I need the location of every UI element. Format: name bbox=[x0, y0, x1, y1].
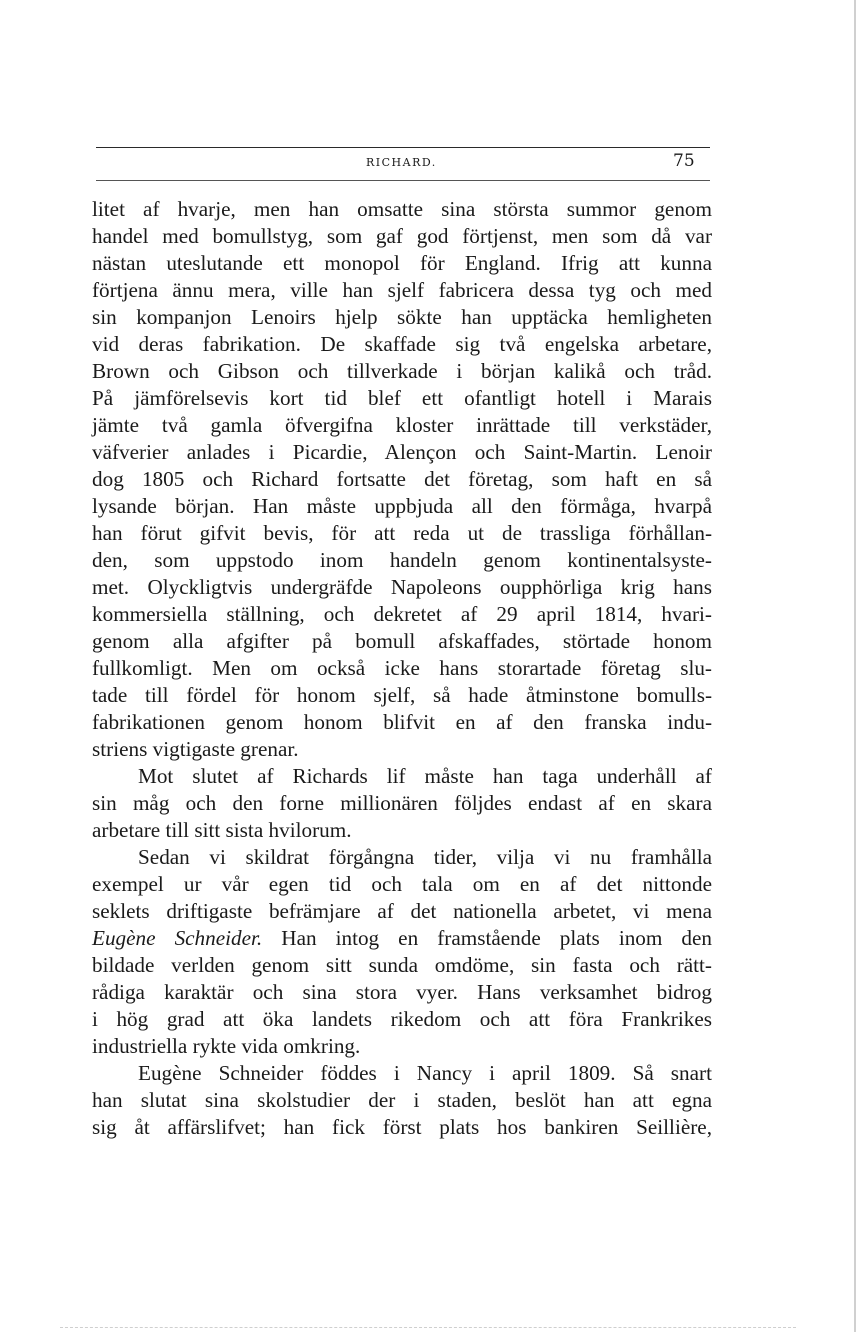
paragraph-4 bbox=[92, 1060, 712, 1141]
text-line: genom alla afgifter på bomull afskaffades, störtade honom bbox=[92, 629, 712, 653]
text-line: sig åt affärslifvet; han fick först plats hos bankiren Seillière, bbox=[92, 1115, 712, 1139]
text-line: Eugène Schneider föddes i Nancy i april 1809. Så snart bbox=[138, 1061, 712, 1085]
paragraph-1 bbox=[92, 196, 712, 763]
text-line: sin kompanjon Lenoirs hjelp sökte han upptäcka hemligheten bbox=[92, 305, 712, 329]
header-rule-top bbox=[96, 147, 710, 148]
page-edge-bottom bbox=[60, 1327, 796, 1329]
text-line: den, som uppstodo inom handeln genom kontinentalsyste- bbox=[92, 548, 712, 572]
text-line bbox=[92, 925, 712, 952]
text-line: han förut gifvit bevis, för att reda ut de trassliga förhållan- bbox=[92, 521, 712, 545]
text-line: tade till fördel för honom sjelf, så hade åtminstone bomulls- bbox=[92, 683, 712, 707]
text-line: nästan uteslutande ett monopol för England. Ifrig att kunna bbox=[92, 251, 712, 275]
text-line: seklets driftigaste befrämjare af det nationella arbetet, vi mena bbox=[92, 899, 712, 923]
text-line: dog 1805 och Richard fortsatte det företag, som haft en så bbox=[92, 467, 712, 491]
text-line: lysande början. Han måste uppbjuda all den förmåga, hvarpå bbox=[92, 494, 712, 518]
text-line: kommersiella ställning, och dekretet af 29 april 1814, hvari- bbox=[92, 602, 712, 626]
text-line: Sedan vi skildrat förgångna tider, vilja vi nu framhålla bbox=[138, 845, 712, 869]
text-fragment: Han intog en framstående plats inom den bbox=[262, 926, 712, 950]
text-line: han slutat sina skolstudier der i staden, beslöt han att egna bbox=[92, 1088, 712, 1112]
italic-name: Eugène Schneider. bbox=[92, 926, 263, 950]
text-line: met. Olyckligtvis undergräfde Napoleons oupphörliga krig hans bbox=[92, 575, 712, 599]
text-line: exempel ur vår egen tid och tala om en af det nittonde bbox=[92, 872, 712, 896]
text-line: striens vigtigaste grenar. bbox=[92, 737, 299, 761]
text-line: sin måg och den forne millionären följdes endast af en skara bbox=[92, 791, 712, 815]
text-line: Brown och Gibson och tillverkade i början kalikå och tråd. bbox=[92, 359, 712, 383]
text-line: rådiga karaktär och sina stora vyer. Hans verksamhet bidrog bbox=[92, 980, 712, 1004]
text-line: litet af hvarje, men han omsatte sina största summor genom bbox=[92, 197, 712, 221]
text-line: handel med bomullstyg, som gaf god förtjenst, men som då var bbox=[92, 224, 712, 248]
page-number: 75 bbox=[673, 151, 695, 171]
text-line: fullkomligt. Men om också icke hans storartade företag slu- bbox=[92, 656, 712, 680]
text-line: i hög grad att öka landets rikedom och att föra Frankrikes bbox=[92, 1007, 712, 1031]
paragraph-2 bbox=[92, 763, 712, 844]
text-line: fabrikationen genom honom blifvit en af den franska indu- bbox=[92, 710, 712, 734]
text-line: bildade verlden genom sitt sunda omdöme, sin fasta och rätt- bbox=[92, 953, 712, 977]
text-line: jämte två gamla öfvergifna kloster inrättade till verkstäder, bbox=[92, 413, 712, 437]
body-text bbox=[92, 196, 712, 1141]
text-line: arbetare till sitt sista hvilorum. bbox=[92, 818, 352, 842]
header-rule-bottom bbox=[96, 180, 710, 181]
text-line: På jämförelsevis kort tid blef ett ofantligt hotell i Marais bbox=[92, 386, 712, 410]
paragraph-3 bbox=[92, 844, 712, 1060]
running-head: RICHARD. bbox=[366, 156, 437, 169]
text-line: Mot slutet af Richards lif måste han taga underhåll af bbox=[138, 764, 712, 788]
text-line: vid deras fabrikation. De skaffade sig två engelska arbetare, bbox=[92, 332, 712, 356]
text-line: förtjena ännu mera, ville han sjelf fabricera dessa tyg och med bbox=[92, 278, 712, 302]
text-line: väfverier anlades i Picardie, Alençon och Saint-Martin. Lenoir bbox=[92, 440, 712, 464]
text-line: industriella rykte vida omkring. bbox=[92, 1034, 361, 1058]
